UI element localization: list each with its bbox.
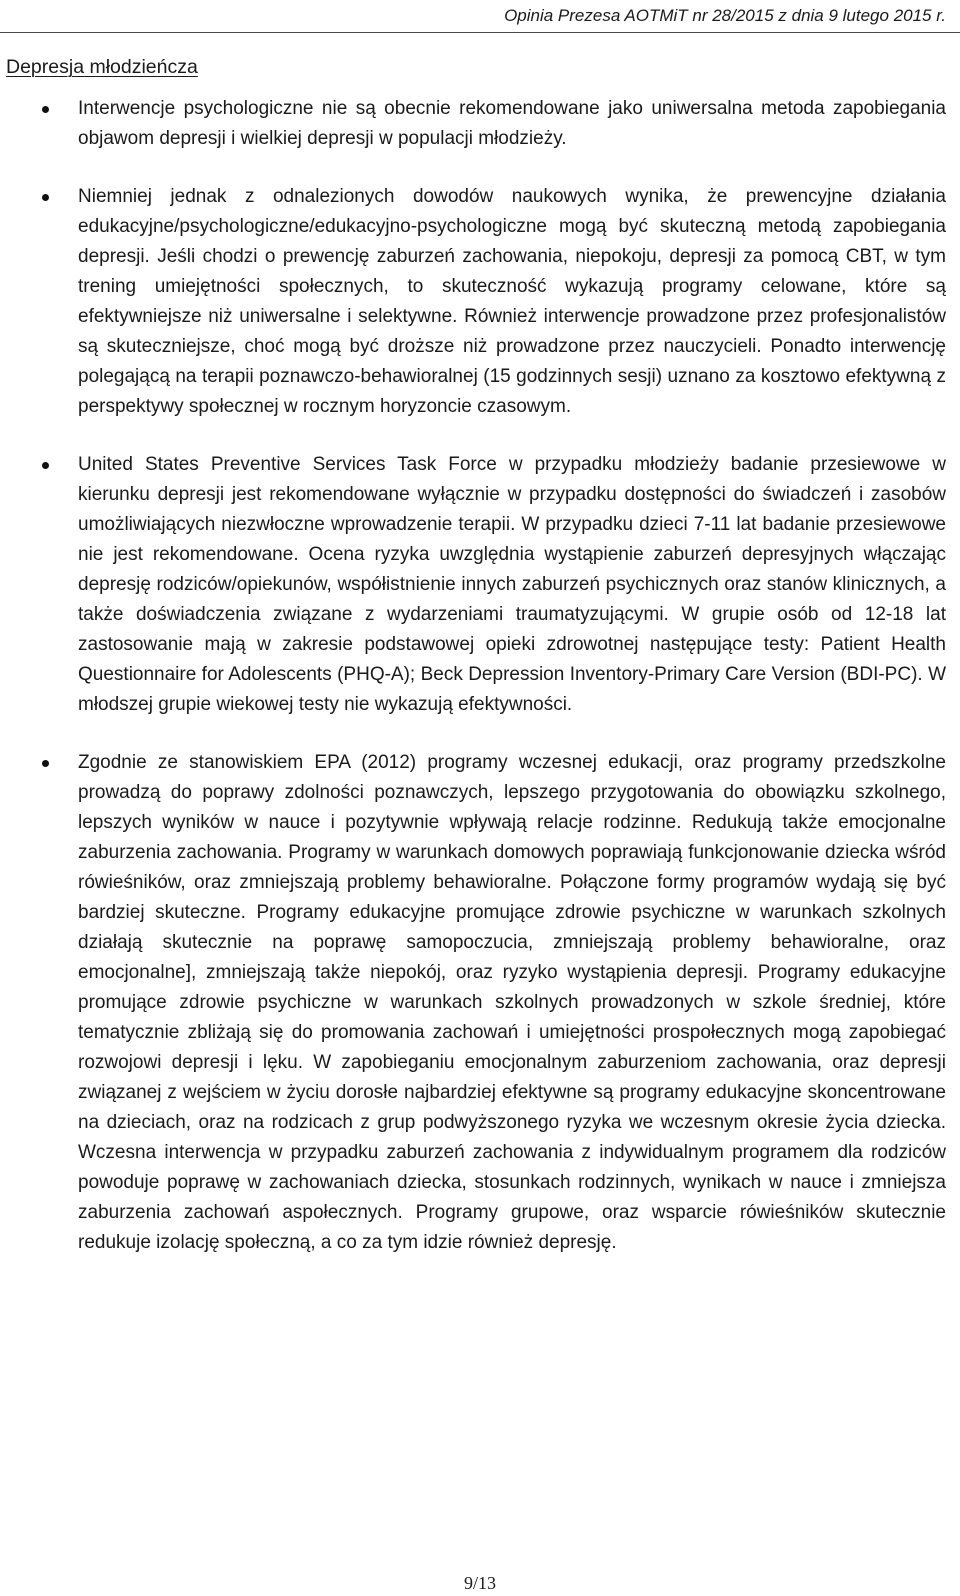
bullet-icon bbox=[42, 106, 49, 113]
page-number: 9/13 bbox=[463, 1573, 496, 1593]
bullet-text: Zgodnie ze stanowiskiem EPA (2012) programy wczesnej edukacji, oraz programy przedszkolne prowadzą do poprawy zdolności poznawczych, lepszego przygotowania do obowiązku szkolnego, lepszych wyników w nauce i pozytywnie wpływają relacje rodzinne. Redukują także emocjonalne zaburzenia zachowania. Programy w warunkach domowych poprawiają funkcjonowanie dziecka wśród rówieśników, oraz zmniejszają problemy behawioralne. Połączone formy programów wydają się być bardziej skuteczne. Programy edukacyjne promujące zdrowie psychiczne w warunkach szkolnych działają skutecznie na poprawę samopoczucia, zmniejszają problemy behawioralne, oraz emocjonalne], zmniejszają także niepokój, oraz ryzyko wystąpienia depresji. Programy edukacyjne promujące zdrowie psychiczne w warunkach szkolnych prowadzonych w szkole średniej, które tematycznie zbliżają się do promowania zachowań i umiejętności prospołecznych mogą zapobiegać rozwojowi depresji i lęku. W zapobieganiu emocjonalnym zaburzeniom zachowania, oraz depresji związanej z wejściem w życiu dorosłe najbardziej efektywne są programy edukacyjne skoncentrowane na dzieciach, oraz na rodzicach z grup podwyższonego ryzyka we wczesnym okresie życia dziecka. Wczesna interwencja w przypadku zaburzeń zachowania z indywidualnym programem dla rodziców powoduje poprawę w zachowaniach dziecka, stosunkach rodzinnych, wynikach w nauce i zmniejsza zaburzenia zachowań aspołecznych. Programy grupowe, oraz wsparcie rówieśników skutecznie redukuje izolację społeczną, a co za tym idzie również depresję. bbox=[78, 752, 946, 1253]
bullet-item-4 bbox=[0, 748, 960, 1258]
bullet-icon bbox=[42, 462, 49, 469]
bullet-text: Niemniej jednak z odnalezionych dowodów naukowych wynika, że prewencyjne działania edukacyjne/psychologiczne/edukacyjno-psychologiczne mogą być skuteczną metodą zapobiegania depresji. Jeśli chodzi o prewencję zaburzeń zachowania, niepokoju, depresji za pomocą CBT, w tym trening umiejętności społecznych, to skuteczność wykazują programy celowane, które są efektywniejsze niż uniwersalne i selektywne. Również interwencje prowadzone przez profesjonalistów są skuteczniejsze, choć mogą być droższe niż prowadzone przez nauczycieli. Ponadto interwencję polegającą na terapii poznawczo-behawioralnej (15 godzinnych sesji) uznano za kosztowo efektywną z perspektywy społecznej w rocznym horyzoncie czasowym. bbox=[78, 186, 946, 417]
bullet-text: Interwencje psychologiczne nie są obecnie rekomendowane jako uniwersalna metoda zapobiegania objawom depresji i wielkiej depresji w populacji młodzieży. bbox=[78, 98, 946, 149]
header-title: Opinia Prezesa AOTMiT nr 28/2015 z dnia 9 lutego 2015 r. bbox=[504, 6, 946, 25]
section-heading: Depresja młodzieńcza bbox=[6, 56, 198, 78]
bullet-item-1 bbox=[0, 94, 960, 154]
bullet-item-2 bbox=[0, 182, 960, 422]
bullet-icon bbox=[42, 194, 49, 201]
bullet-list bbox=[0, 94, 960, 1258]
page-header bbox=[0, 0, 960, 33]
bullet-item-3 bbox=[0, 450, 960, 720]
bullet-text: United States Preventive Services Task Force w przypadku młodzieży badanie przesiewowe w kierunku depresji jest rekomendowane wyłącznie w przypadku dostępności do świadczeń i zasobów umożliwiających niezwłoczne wprowadzenie terapii. W przypadku dzieci 7-11 lat badanie przesiewowe nie jest rekomendowane. Ocena ryzyka uwzględnia wystąpienie zaburzeń depresyjnych włączając depresję rodziców/opiekunów, współistnienie innych zaburzeń psychicznych oraz stanów klinicznych, a także doświadczenia związane z wydarzeniami traumatyzującymi. W grupie osób od 12-18 lat zastosowanie mają w zakresie podstawowej opieki zdrowotnej następujące testy: Patient Health Questionnaire for Adolescents (PHQ-A); Beck Depression Inventory-Primary Care Version (BDI-PC). W młodszej grupie wiekowej testy nie wykazują efektywności. bbox=[78, 454, 946, 715]
bullet-icon bbox=[42, 760, 49, 767]
